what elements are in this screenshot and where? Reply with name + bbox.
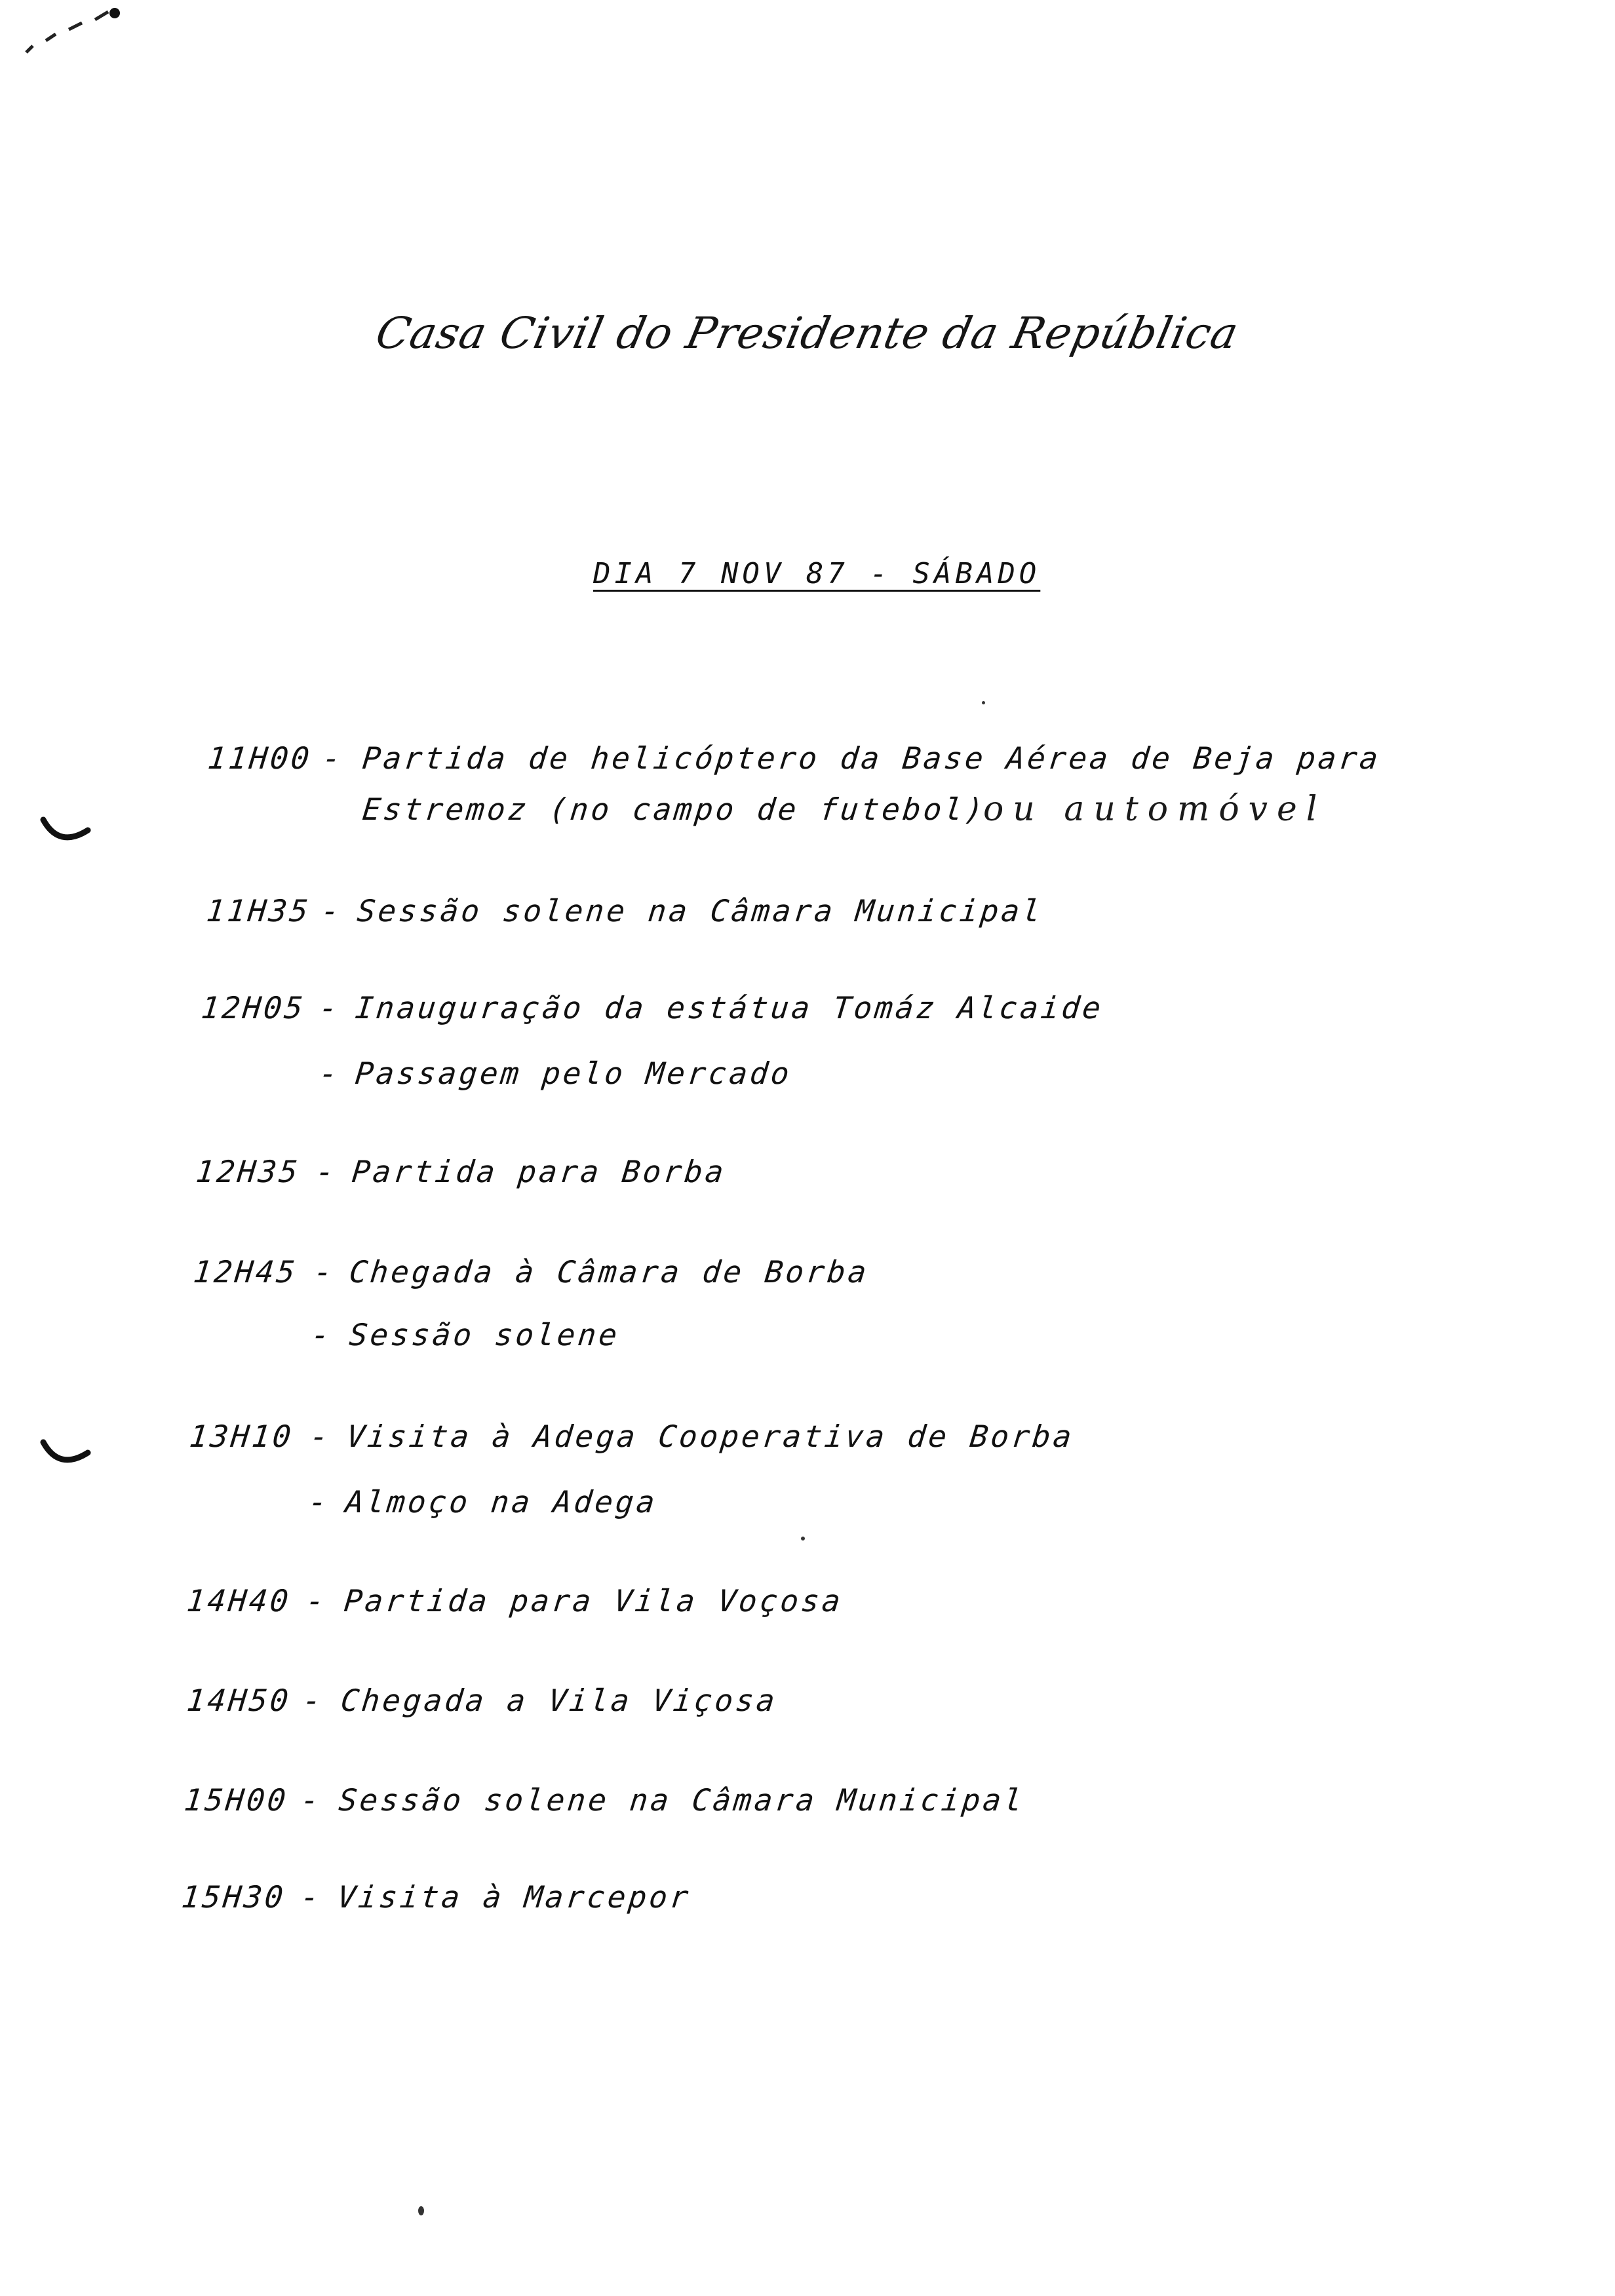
schedule-text: Chegada a Vila Viçosa — [339, 1683, 779, 1718]
schedule-text: Visita à Adega Cooperativa de Borba — [345, 1419, 1076, 1454]
corner-scan-mark-icon — [20, 0, 125, 66]
schedule-text: Visita à Marcepor — [336, 1879, 693, 1915]
schedule-dash: - — [314, 1154, 339, 1189]
schedule-text: Passagem pelo Mercado — [353, 1056, 794, 1091]
schedule-text: Partida de helicóptero da Base Aérea de Beja para — [360, 740, 1383, 776]
schedule-text: Partida para Borba — [350, 1154, 728, 1189]
schedule-dash: - — [317, 990, 342, 1025]
handwritten-note: ou automóvel — [983, 790, 1327, 829]
schedule-dash: - — [301, 1683, 326, 1718]
schedule-time: 12H35 — [194, 1154, 302, 1189]
schedule-text: Sessão solene na Câmara Municipal — [337, 1782, 1026, 1818]
schedule-time: 15H00 — [182, 1782, 290, 1818]
schedule-dash: - — [307, 1484, 332, 1520]
schedule-dash: - — [319, 893, 344, 928]
schedule-text: Partida para Vila Voçosa — [342, 1583, 845, 1618]
schedule-time: 13H10 — [187, 1419, 296, 1454]
schedule-text: Sessão solene — [347, 1317, 622, 1352]
schedule-dash: - — [309, 1317, 334, 1352]
schedule-dash: - — [317, 1056, 342, 1091]
schedule-dash: - — [308, 1419, 333, 1454]
schedule-time: 11H35 — [204, 893, 313, 928]
scan-speck — [418, 2206, 424, 2215]
schedule-text: Chegada à Câmara de Borba — [347, 1254, 871, 1290]
binding-hole-mark-icon — [39, 1438, 92, 1471]
letterhead — [0, 308, 1615, 358]
schedule-dash: - — [312, 1254, 337, 1290]
schedule-time: 14H50 — [185, 1683, 293, 1718]
schedule-dash: - — [299, 1782, 324, 1818]
schedule-text: Inauguração da estátua Tomáz Alcaide — [353, 990, 1105, 1025]
schedule-text: Sessão solene na Câmara Municipal — [355, 893, 1045, 928]
scan-speck — [982, 701, 985, 704]
schedule-time: 12H05 — [199, 990, 307, 1025]
binding-hole-mark-icon — [39, 816, 92, 849]
schedule-time: 11H00 — [206, 740, 314, 776]
schedule-time: 15H30 — [180, 1879, 288, 1915]
schedule-text: Estremoz (no campo de futebol) — [360, 792, 988, 827]
schedule-text: Almoço na Adega — [343, 1484, 659, 1520]
scan-speck — [801, 1537, 805, 1540]
schedule-dash: - — [299, 1879, 324, 1915]
schedule-time: 14H40 — [185, 1583, 293, 1618]
schedule-dash: - — [304, 1583, 329, 1618]
letterhead-text: Casa Civil do Presidente da República — [372, 308, 1243, 358]
schedule-time: 12H45 — [191, 1254, 300, 1290]
schedule-dash: - — [321, 740, 345, 776]
page-title: DIA 7 NOV 87 - SÁBADO — [593, 557, 1041, 590]
